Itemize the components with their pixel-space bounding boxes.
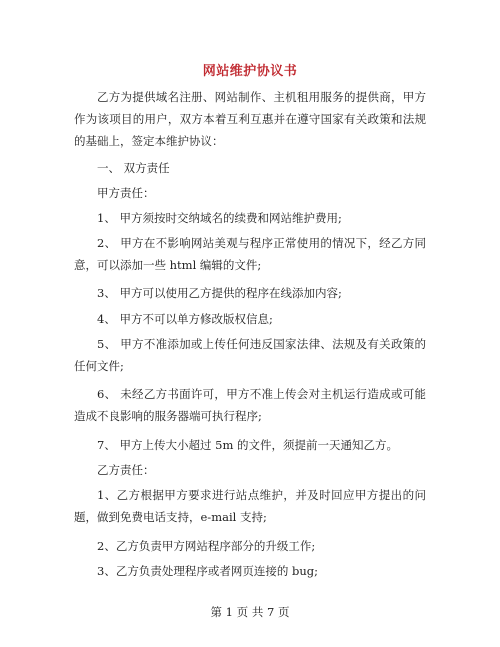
party-a-heading: 甲方责任： (97, 186, 155, 200)
party-b-item-2: 2、乙方负责甲方网站程序部分的升级工作; (97, 539, 316, 553)
party-a-item-1: 1、 甲方须按时交纳域名的续费和网站维护费用; (97, 211, 342, 225)
party-b-heading: 乙方责任： (97, 463, 155, 477)
document-title: 网站维护协议书 (202, 64, 298, 79)
intro-paragraph: 乙方为提供域名注册、网站制作、主机租用服务的提供商，甲方作为该项目的用户，双方本着互利互惠并在遵守国家有关政策和法规的基础上，签定本维护协议： (74, 90, 426, 148)
section-heading: 一、 双方责任 (97, 161, 170, 175)
page-footer: 第 1 页 共 7 页 (210, 605, 290, 619)
party-a-item-2: 2、 甲方在不影响网站美观与程序正常使用的情况下，经乙方同意，可以添加一些 html 编辑的文件; (74, 236, 426, 272)
party-a-item-4: 4、 甲方不可以单方修改版权信息; (97, 312, 273, 326)
party-a-item-3: 3、 甲方可以使用乙方提供的程序在线添加内容; (97, 286, 342, 300)
party-b-item-3: 3、乙方负责处理程序或者网页连接的 bug; (97, 564, 318, 578)
party-a-item-6: 6、 未经乙方书面许可，甲方不准上传会对主机运行造成或可能造成不良影响的服务器端可执行程序; (74, 387, 426, 423)
party-b-item-1: 1、乙方根据甲方要求进行站点维护，并及时回应甲方提出的问题，做到免费电话支持，e-mail 支持; (74, 488, 426, 524)
party-a-item-5: 5、 甲方不准添加或上传任何违反国家法律、法规及有关政策的任何文件; (74, 337, 426, 373)
party-a-item-7: 7、 甲方上传大小超过 5m 的文件，须提前一天通知乙方。 (97, 438, 399, 452)
